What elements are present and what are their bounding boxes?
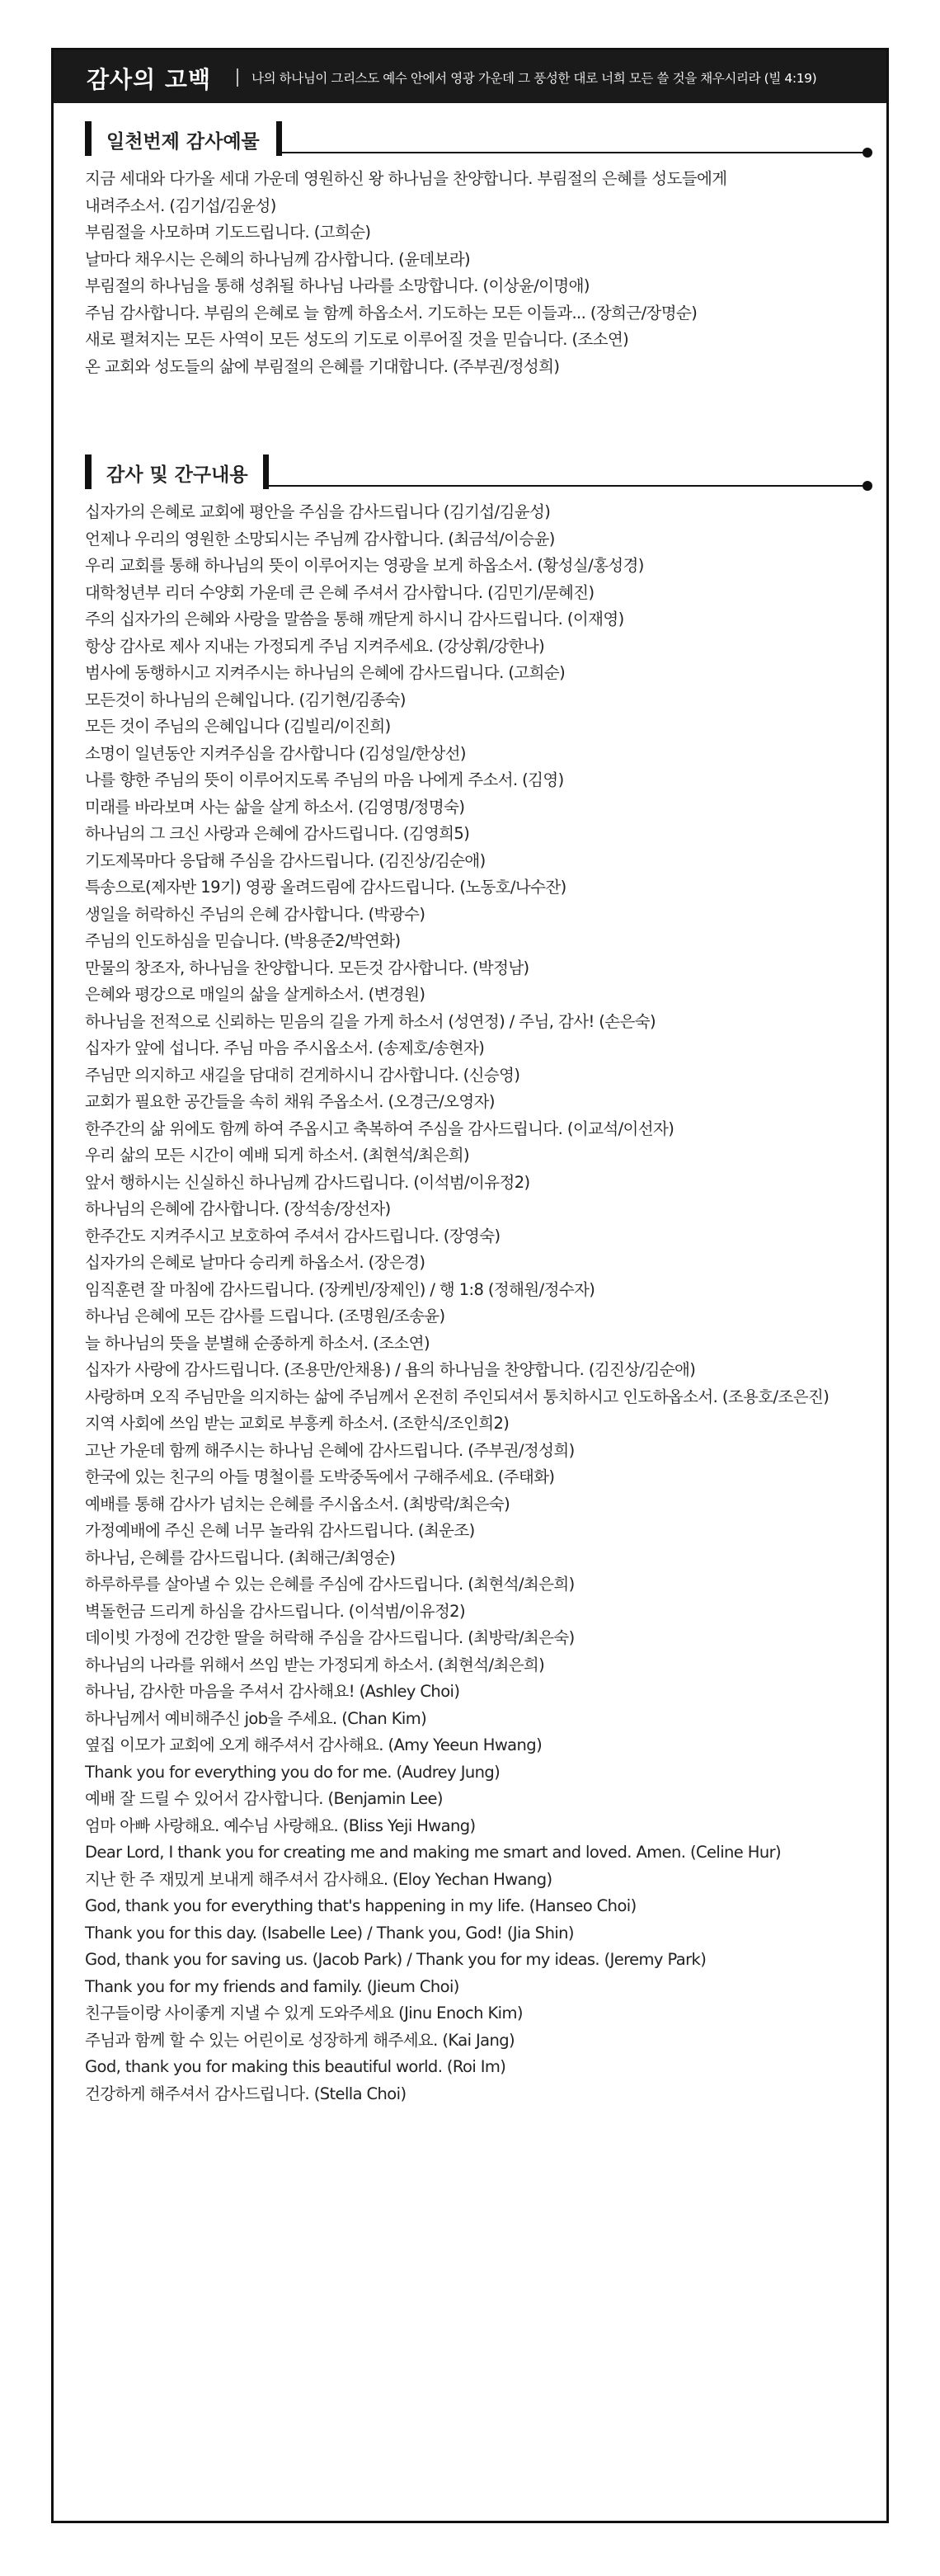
text-line: 주님 감사합니다. 부림의 은혜로 늘 함께 하옵소서. 기도하는 모든 이들과... (장희근/장명순) (85, 303, 698, 323)
text-line: 만물의 창조자, 하나님을 찬양합니다. 모든것 감사합니다. (박정남) (85, 958, 529, 977)
text-line: Thank you for my friends and family. (Jieum Choi) (85, 1976, 459, 1996)
text-line: 십자가 앞에 섭니다. 주님 마음 주시옵소서. (송제호/송현자) (85, 1038, 485, 1057)
text-line: 우리 삶의 모든 시간이 예배 되게 하소서. (최현석/최은희) (85, 1146, 469, 1165)
heading-bar-left (85, 121, 92, 156)
section-lines (85, 166, 867, 380)
text-line: Dear Lord, I thank you for creating me and making me smart and loved. Amen. (Celine Hur) (85, 1843, 782, 1862)
heading-rule (282, 152, 867, 153)
text-line: 십자가 사랑에 감사드립니다. (조용만/안채용) / 욥의 하나님을 찬양합니다. (김진상/김순애) (85, 1360, 696, 1379)
section-thanks-requests (85, 454, 867, 2107)
text-line: 생일을 허락하신 주님의 은혜 감사합니다. (박광수) (85, 904, 425, 924)
heading-rule-dot (862, 148, 872, 158)
text-line: 기도제목마다 응답해 주심을 감사드립니다. (김진상/김순애) (85, 850, 486, 870)
text-line: 하나님의 나라를 위해서 쓰임 받는 가정되게 하소서. (최현석/최은희) (85, 1655, 545, 1674)
text-line: 나를 향한 주님의 뜻이 이루어지도록 주님의 마음 나에게 주소서. (김영) (85, 770, 564, 789)
text-line: 늘 하나님의 뜻을 분별해 순종하게 하소서. (조소연) (85, 1333, 430, 1353)
section-heading (85, 454, 867, 489)
text-line: 하나님, 감사한 마음을 주셔서 감사해요! (Ashley Choi) (85, 1682, 460, 1701)
text-line: 지금 세대와 다가올 세대 가운데 영원하신 왕 하나님을 찬양합니다. 부림절의 은혜를 성도들에게 (85, 169, 727, 188)
text-line: 하나님, 은혜를 감사드립니다. (최해근/최영순) (85, 1547, 396, 1567)
text-line: 부림절을 사모하며 기도드립니다. (고희순) (85, 223, 371, 242)
text-line: 엄마 아빠 사랑해요. 예수님 사랑해요. (Bliss Yeji Hwang) (85, 1815, 476, 1835)
header-divider (237, 68, 238, 87)
text-line: 모든것이 하나님의 은혜입니다. (김기현/김종숙) (85, 690, 406, 709)
text-line: 주님만 의지하고 새길을 담대히 걷게하시니 감사합니다. (신승영) (85, 1065, 520, 1085)
text-line: 가정예배에 주신 은혜 너무 놀라워 감사드립니다. (최운조) (85, 1521, 475, 1540)
heading-rule-dot (862, 481, 872, 491)
text-line: 내려주소서. (김기섭/김윤성) (85, 195, 276, 215)
text-line: 하나님의 그 크신 사랑과 은혜에 감사드립니다. (김영희5) (85, 824, 470, 843)
text-line: 하나님의 은혜에 감사합니다. (장석송/장선자) (85, 1199, 391, 1218)
text-line: 주님과 함께 할 수 있는 어린이로 성장하게 해주세요. (Kai Jang) (85, 2030, 515, 2050)
text-line: 십자가의 은혜로 날마다 승리케 하옵소서. (장은경) (85, 1253, 425, 1272)
text-line: 우리 교회를 통해 하나님의 뜻이 이루어지는 영광을 보게 하옵소서. (황성실/홍성경) (85, 556, 644, 575)
heading-bar-right (276, 121, 282, 156)
text-line: 옆집 이모가 교회에 오게 해주셔서 감사해요. (Amy Yeeun Hwang) (85, 1735, 543, 1754)
text-line: 새로 펼쳐지는 모든 사역이 모든 성도의 기도로 이루어질 것을 믿습니다. (조소연) (85, 330, 629, 349)
page-frame (51, 48, 889, 2523)
text-line: 범사에 동행하시고 지켜주시는 하나님의 은혜에 감사드립니다. (고희순) (85, 663, 566, 682)
section-title: 일천번제 감사예물 (106, 131, 260, 153)
text-line: 예배 잘 드릴 수 있어서 감사합니다. (Benjamin Lee) (85, 1789, 443, 1808)
text-line: 소명이 일년동안 지켜주심을 감사합니다 (김성일/한상선) (85, 743, 466, 763)
text-line: 하나님께서 예비해주신 job을 주세요. (Chan Kim) (85, 1708, 427, 1728)
text-line: 친구들이랑 사이좋게 지낼 수 있게 도와주세요 (Jinu Enoch Kim) (85, 2004, 523, 2023)
section-thousand-offerings (85, 121, 867, 380)
text-line: 하루하루를 살아낼 수 있는 은혜를 주심에 감사드립니다. (최현석/최은희) (85, 1575, 575, 1594)
text-line: 데이빗 가정에 건강한 딸을 허락해 주심을 감사드립니다. (최방락/최은숙) (85, 1628, 575, 1647)
text-line: 한주간도 지켜주시고 보호하여 주셔서 감사드립니다. (장영숙) (85, 1226, 501, 1246)
text-line: 건강하게 해주셔서 감사드립니다. (Stella Choi) (85, 2084, 407, 2103)
text-line: 날마다 채우시는 은혜의 하나님께 감사합니다. (윤데보라) (85, 249, 471, 269)
header-verse: 나의 하나님이 그리스도 예수 안에서 영광 가운데 그 풍성한 대로 너희 모든 쓸 것을 채우시리라 (빌 4:19) (251, 71, 817, 86)
text-line: 대학청년부 리더 수양회 가운데 큰 은혜 주셔서 감사합니다. (김민기/문혜진) (85, 582, 595, 602)
text-line: 주의 십자가의 은혜와 사랑을 말씀을 통해 깨닫게 하시니 감사드립니다. (이재영) (85, 610, 624, 629)
text-line: 언제나 우리의 영원한 소망되시는 주님께 감사합니다. (최금석/이승윤) (85, 529, 555, 549)
text-line: 부림절의 하나님을 통해 성취될 하나님 나라를 소망합니다. (이상윤/이명애) (85, 276, 590, 295)
heading-rule (269, 485, 867, 487)
section-lines (85, 499, 867, 2107)
heading-bar-right (263, 454, 269, 489)
text-line: 하나님을 전적으로 신뢰하는 믿음의 길을 가게 하소서 (성연정) / 주님, 감사! (손은숙) (85, 1011, 656, 1031)
text-line: 지난 한 주 재밌게 보내게 해주셔서 감사해요. (Eloy Yechan Hwang) (85, 1869, 552, 1889)
section-title: 감사 및 간구내용 (106, 464, 248, 486)
text-line: 사랑하며 오직 주님만을 의지하는 삶에 주님께서 온전히 주인되셔서 통치하시고 인도하옵소서. (조용호/조은진) (85, 1387, 830, 1406)
page-header (54, 50, 886, 103)
section-heading (85, 121, 867, 156)
heading-bar-left (85, 454, 92, 489)
text-line: 예배를 통해 감사가 넘치는 은혜를 주시옵소서. (최방락/최은숙) (85, 1494, 510, 1514)
text-line: 주님의 인도하심을 믿습니다. (박용준2/박연화) (85, 931, 401, 950)
text-line: Thank you for this day. (Isabelle Lee) / Thank you, God! (Jia Shin) (85, 1923, 574, 1943)
text-line: 한주간의 삶 위에도 함께 하여 주옵시고 축복하여 주심을 감사드립니다. (이교석/이선자) (85, 1118, 674, 1138)
text-line: God, thank you for everything that's happening in my life. (Hanseo Choi) (85, 1896, 637, 1915)
text-line: 교회가 필요한 공간들을 속히 채워 주옵소서. (오경근/오영자) (85, 1092, 495, 1111)
text-line: 온 교회와 성도들의 삶에 부림절의 은혜를 기대합니다. (주부권/정성희) (85, 356, 560, 376)
text-line: 미래를 바라보며 사는 삶을 살게 하소서. (김영명/정명숙) (85, 797, 465, 817)
text-line: 벽돌헌금 드리게 하심을 감사드립니다. (이석범/이유정2) (85, 1601, 465, 1621)
text-line: 지역 사회에 쓰임 받는 교회로 부흥케 하소서. (조한식/조인희2) (85, 1414, 510, 1433)
text-line: 임직훈련 잘 마침에 감사드립니다. (장케빈/장제인) / 행 1:8 (정해원/정수자) (85, 1279, 595, 1299)
text-line: 고난 가운데 함께 해주시는 하나님 은혜에 감사드립니다. (주부권/정성희) (85, 1440, 575, 1460)
text-line: 모든 것이 주님의 은혜입니다 (김빌리/이진희) (85, 717, 391, 736)
text-line: Thank you for everything you do for me. (Audrey Jung) (85, 1762, 501, 1782)
text-line: 은혜와 평강으로 매일의 삶을 살게하소서. (변경원) (85, 985, 425, 1004)
text-line: 항상 감사로 제사 지내는 가정되게 주님 지켜주세요. (강상휘/강한나) (85, 636, 545, 656)
text-line: God, thank you for saving us. (Jacob Park) / Thank you for my ideas. (Jeremy Park) (85, 1950, 707, 1969)
text-line: 십자가의 은혜로 교회에 평안을 주심을 감사드립니다 (김기섭/김윤성) (85, 502, 551, 521)
page-title: 감사의 고백 (87, 66, 211, 93)
text-line: 하나님 은혜에 모든 감사를 드립니다. (조명원/조송윤) (85, 1307, 445, 1326)
text-line: 특송으로(제자반 19기) 영광 올려드림에 감사드립니다. (노동호/나수잔) (85, 878, 566, 897)
text-line: 한국에 있는 친구의 아들 명철이를 도박중독에서 구해주세요. (주태화) (85, 1467, 555, 1486)
text-line: 앞서 행하시는 신실하신 하나님께 감사드립니다. (이석범/이유정2) (85, 1172, 530, 1192)
text-line: God, thank you for making this beautiful world. (Roi Im) (85, 2057, 506, 2076)
